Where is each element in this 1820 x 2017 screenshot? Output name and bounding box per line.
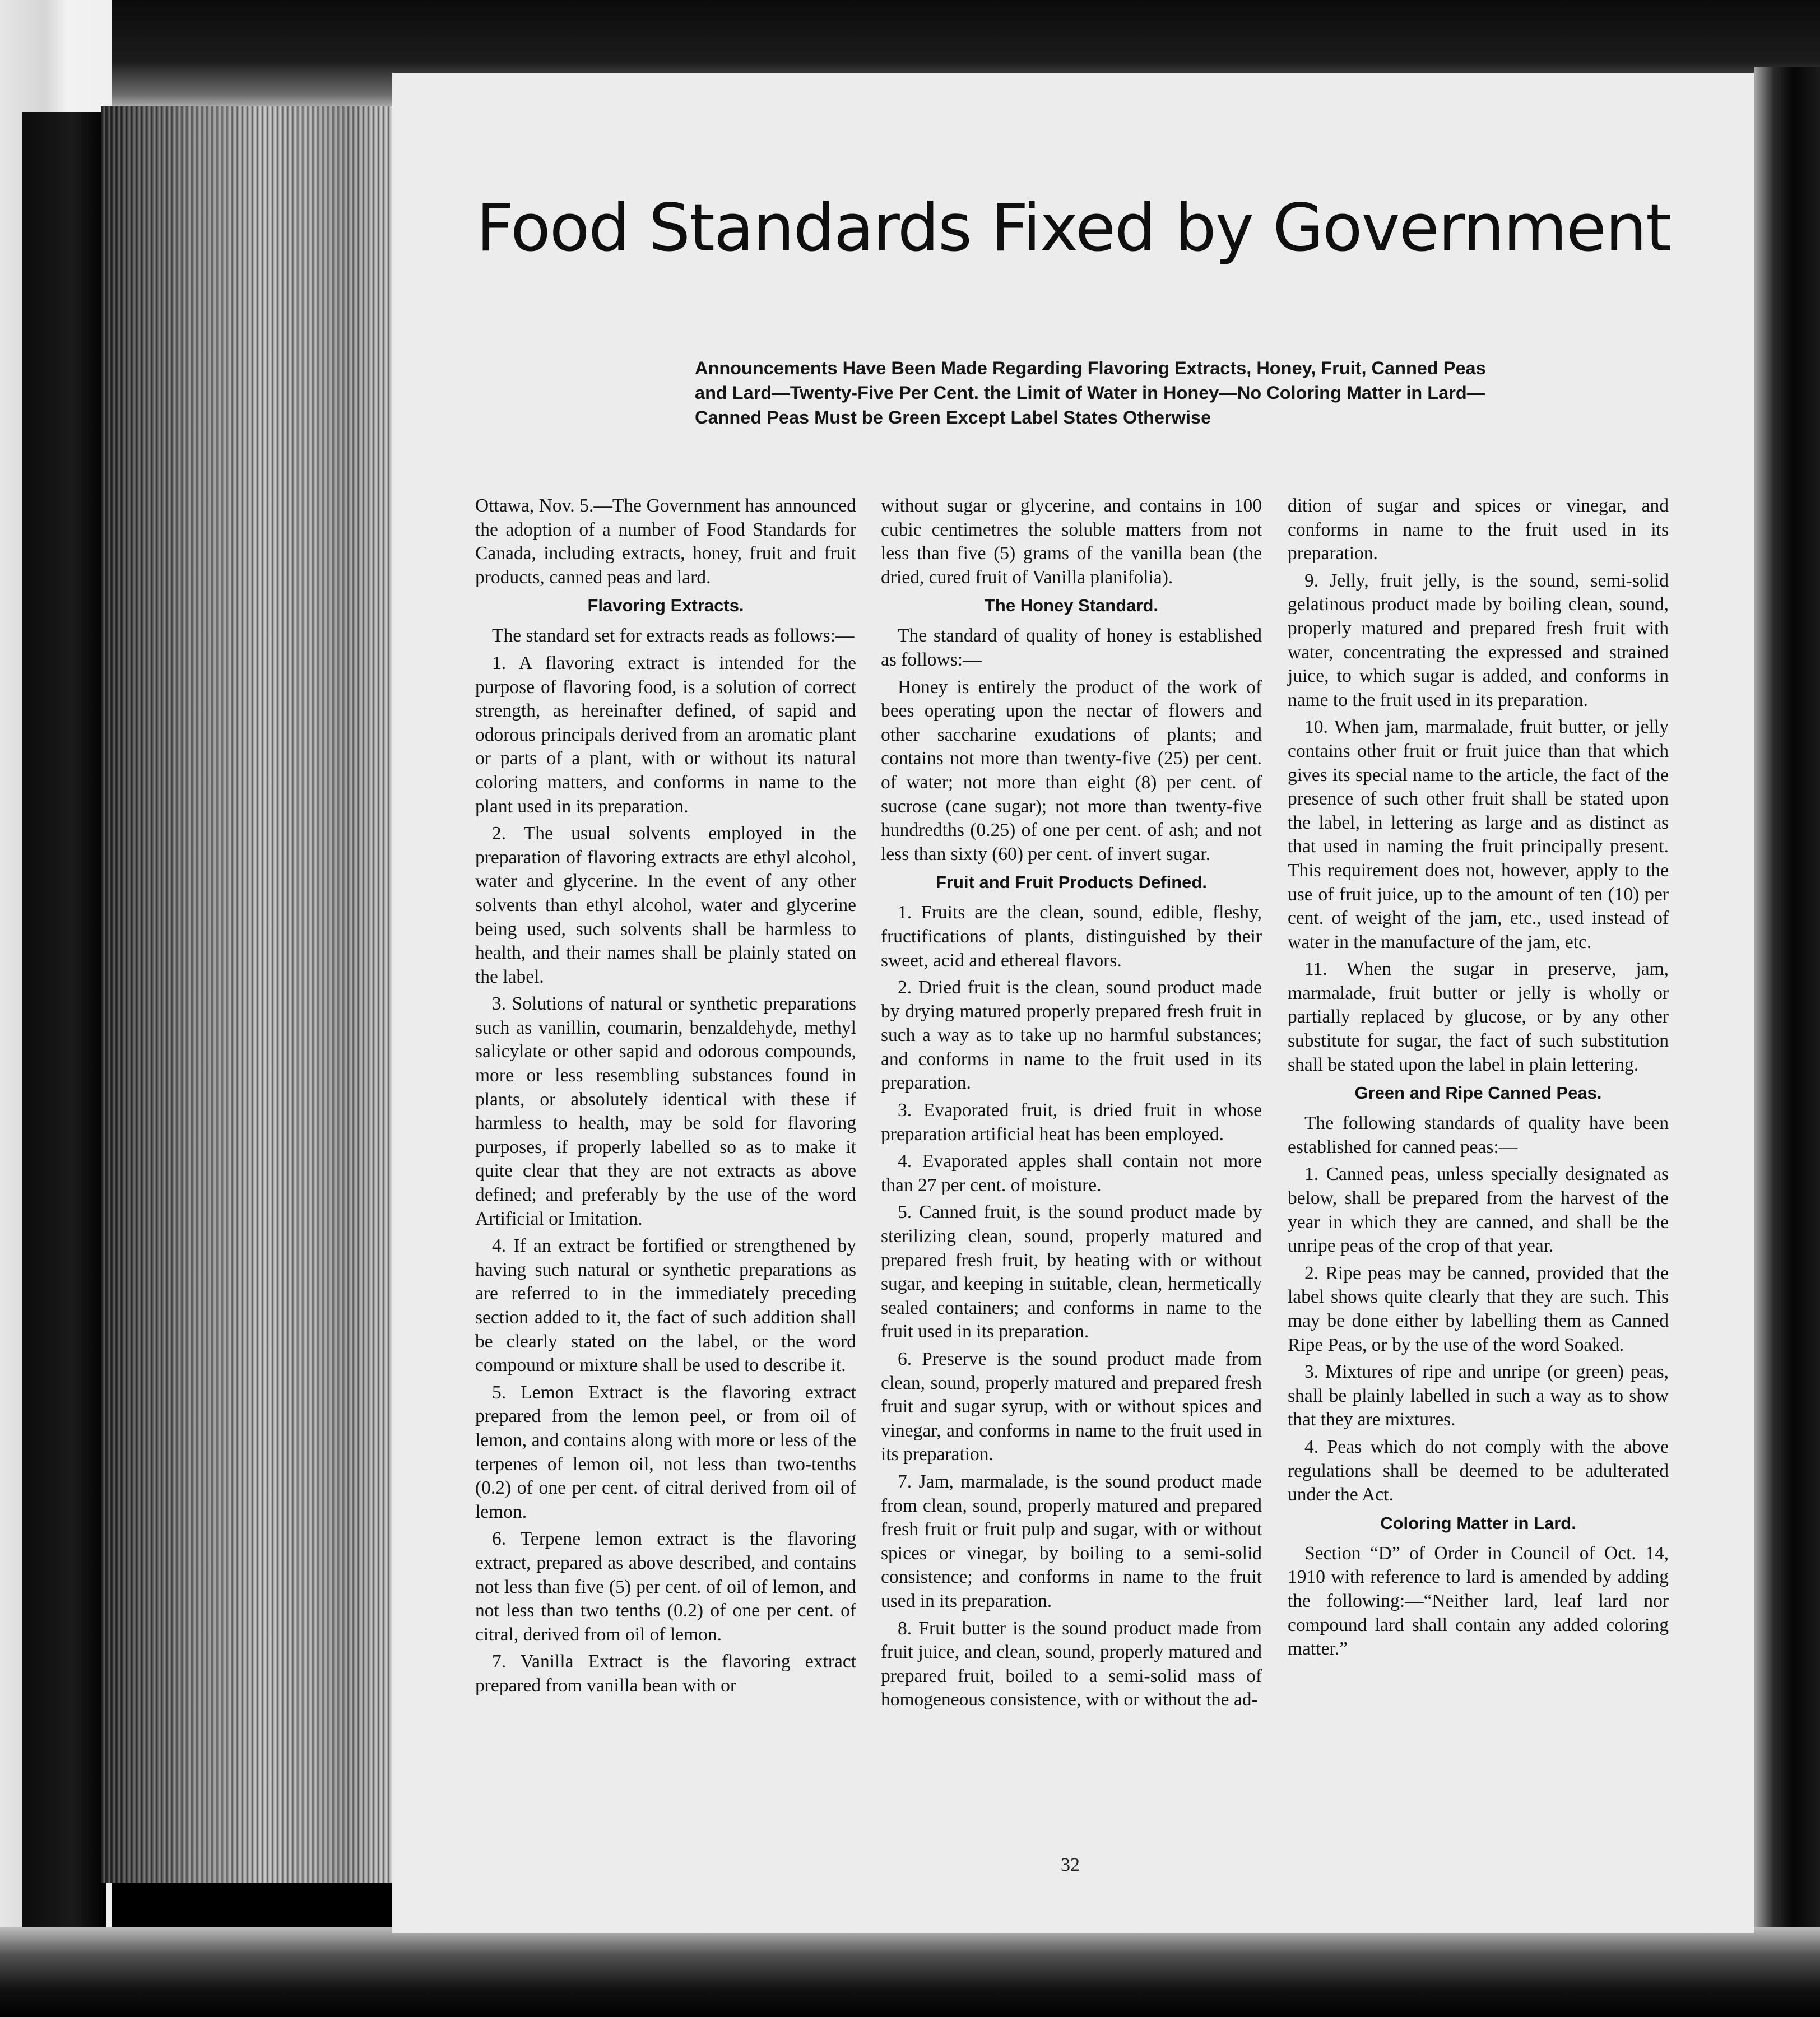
section-heading: Green and Ripe Canned Peas.	[1354, 1083, 1602, 1103]
paragraph: dition of sugar and spices or vinegar, and conforms in name to the fruit used in its preparation.	[1288, 495, 1669, 564]
paragraph: 3. Mixtures of ripe and unripe (or green) peas, shall be plainly labelled in such a way as to show that they are mixtures.	[1288, 1361, 1669, 1430]
section-heading: Fruit and Fruit Products Defined.	[936, 872, 1207, 893]
text-column-1	[475, 494, 856, 1702]
paragraph: 2. The usual solvents employed in the preparation of flavoring extracts are ethyl alcohol, water and glycerine. In the event of any other solvents than ethyl alcohol, water and glycerine being used, such solvents shall be harmless to health, and their names shall be plainly stated on the label.	[475, 823, 856, 987]
book-spine	[22, 112, 106, 1933]
paragraph: The standard of quality of honey is established as follows:—	[881, 625, 1262, 670]
section-heading: Coloring Matter in Lard.	[1380, 1513, 1576, 1533]
article-subhead: Announcements Have Been Made Regarding Flavoring Extracts, Honey, Fruit, Canned Peas and Lard—Twenty-Five Per Cent. the Limit of Water in Honey—No Coloring Matter in Lard—Canned Peas Must be Green Except Label States Otherwise	[695, 358, 1486, 427]
paragraph: Honey is entirely the product of the work of bees operating upon the nectar of flowers and other saccharine exudations of plants; and contains not more than twenty-five (25) per cent. of water; not more than eight (8) per cent. of sucrose (cane sugar); not more than twenty-five hundredths (0.25) of one per cent. of ash; and not less than sixty (60) per cent. of invert sugar.	[881, 676, 1262, 865]
paragraph: 1. A flavoring extract is intended for the purpose of flavoring food, is a solution of correct strength, as hereinafter defined, of sapid and odorous principals derived from an aromatic plant or parts of a plant, with or without its natural coloring matters, and conforms in name to the plant used in its preparation.	[475, 652, 856, 817]
article-headline: Food Standards Fixed by Government	[476, 189, 1670, 266]
paragraph: 7. Vanilla Extract is the flavoring extract prepared from vanilla bean with or	[475, 1651, 856, 1696]
paragraph: 4. Peas which do not comply with the above regulations shall be deemed to be adulterated under the Act.	[1288, 1436, 1669, 1505]
section-heading: The Honey Standard.	[984, 596, 1159, 616]
page-stack-edges	[101, 106, 403, 1883]
paragraph: without sugar or glycerine, and contains in 100 cubic centimetres the soluble matters from not less than five (5) grams of the vanilla bean (the dried, cured fruit of Vanilla planifolia).	[881, 495, 1262, 588]
paragraph: 2. Dried fruit is the clean, sound product made by drying matured properly prepared fresh fruit in such a way as to take up no harmful substances; and conforms in name to the fruit used in its preparation.	[881, 977, 1262, 1094]
paragraph: 10. When jam, marmalade, fruit butter, or jelly contains other fruit or fruit juice than that which gives its special name to the article, the fact of the presence of such other fruit shall be stated upon the label, in lettering as large and as distinct as that used in naming the fruit principally present. This requirement does not, however, apply to the use of fruit juice, up to the amount of ten (10) per cent. of weight of the jam, etc., used instead of water in the manufacture of the jam, etc.	[1288, 717, 1669, 952]
paragraph: 9. Jelly, fruit jelly, is the sound, semi-solid gelatinous product made by boiling clean, sound, properly matured and prepared fresh fruit with water, concentrating the expressed and strained juice, to which sugar is added, and conforms in name to the fruit used in its preparation.	[1288, 570, 1669, 710]
section-heading: Flavoring Extracts.	[587, 596, 744, 616]
paragraph: 1. Canned peas, unless specially designated as below, shall be prepared from the harvest of the year in which they are canned, and shall be the unripe peas of the crop of that year.	[1288, 1164, 1669, 1257]
paragraph: 1. Fruits are the clean, sound, edible, fleshy, fructifications of plants, distinguished by their sweet, acid and ethereal flavors.	[881, 902, 1262, 971]
text-column-3	[1288, 494, 1669, 1665]
paragraph: 6. Preserve is the sound product made from clean, sound, properly matured and prepared fresh fruit and sugar syrup, with or without spices and vinegar, and conforms in name to the fruit used in its preparation.	[881, 1349, 1262, 1465]
paragraph: The standard set for extracts reads as follows:—	[492, 625, 855, 647]
paragraph: 3. Solutions of natural or synthetic preparations such as vanillin, coumarin, benzaldehyde, methyl salicylate or other sapid and odorous compounds, more or less resembling substances found in plants, or absolutely identical with these if harmless to health, may be sold for flavoring purposes, if properly labelled so as to make it quite clear that they are not extracts as above defined; and preferably by the use of the word Artificial or Imitation.	[475, 993, 856, 1229]
paragraph: The following standards of quality have been established for canned peas:—	[1288, 1113, 1669, 1158]
paragraph: Ottawa, Nov. 5.—The Government has announced the adoption of a number of Food Standards for Canada, including extracts, honey, fruit and fruit products, canned peas and lard.	[475, 495, 856, 588]
paragraph: 4. Evaporated apples shall contain not more than 27 per cent. of moisture.	[881, 1151, 1262, 1196]
paragraph: 2. Ripe peas may be canned, provided that the label shows quite clearly that they are such. This may be done either by labelling them as Canned Ripe Peas, or by the use of the word Soaked.	[1288, 1262, 1669, 1355]
paragraph: 8. Fruit butter is the sound product made from fruit juice, and clean, sound, properly matured and prepared fruit, boiled to a semi-solid mass of homogeneous consistence, with or without the ad-	[881, 1618, 1262, 1711]
paragraph: 5. Canned fruit, is the sound product made by sterilizing clean, sound, properly matured and prepared fresh fruit, by heating with or without sugar, and keeping in suitable, clean, hermetically sealed containers; and conforms in name to the fruit used in its preparation.	[881, 1202, 1262, 1342]
magazine-page	[392, 73, 1754, 1933]
paragraph: 7. Jam, marmalade, is the sound product made from clean, sound, properly matured and prepared fresh fruit or fruit pulp and sugar, with or without spices or vinegar, by boiling to a semi-solid consistence; and conforms in name to the fruit used in its preparation.	[881, 1471, 1262, 1611]
paragraph: 6. Terpene lemon extract is the flavoring extract, prepared as above described, and contains not less than five (5) per cent. of oil of lemon, and not less than two tenths (0.2) of one per cent. of citral, derived from oil of lemon.	[475, 1528, 856, 1645]
paragraph: 4. If an extract be fortified or strengthened by having such natural or synthetic preparations as are referred to in the immediately preceding section added to it, the fact of such addition shall be clearly stated on the label, or the word compound or mixture shall be used to describe it.	[475, 1235, 856, 1376]
paragraph: Section “D” of Order in Council of Oct. 14, 1910 with reference to lard is amended by adding the following:—“Neither lard, leaf lard nor compound lard shall contain any added coloring matter.”	[1288, 1542, 1669, 1660]
scan-border-bottom	[0, 1927, 1820, 2017]
paragraph: 5. Lemon Extract is the flavoring extract prepared from the lemon peel, or from oil of lemon, and contains along with more or less of the terpenes of lemon oil, not less than two-tenths (0.2) of one per cent. of citral derived from oil of lemon.	[475, 1382, 856, 1522]
paragraph: 11. When the sugar in preserve, jam, marmalade, fruit butter or jelly is wholly or partially replaced by glucose, or by any other substitute for sugar, the fact of such substitution shall be stated upon the label in plain lettering.	[1288, 959, 1669, 1075]
paragraph: 3. Evaporated fruit, is dried fruit in whose preparation artificial heat has been employed.	[881, 1100, 1262, 1145]
page-number: 32	[1061, 1855, 1080, 1875]
binding-right-edge	[1754, 67, 1820, 1944]
text-column-2	[881, 494, 1262, 1716]
